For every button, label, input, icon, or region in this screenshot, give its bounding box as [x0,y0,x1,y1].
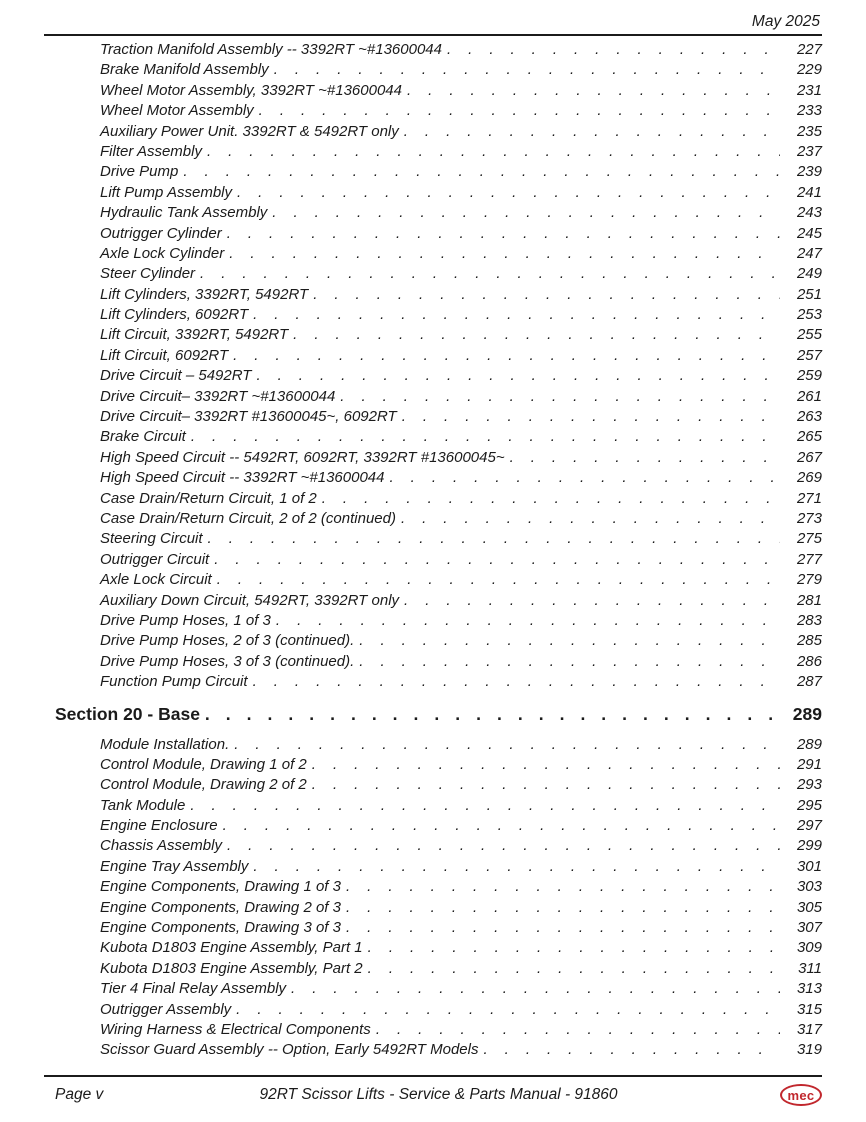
toc-entry-page: 227 [796,41,822,58]
dot-leader [312,776,780,793]
toc-entry [100,612,822,632]
toc-entry-title: High Speed Circuit -- 5492RT, 6092RT, 3392RT #13600045~ [100,448,505,466]
toc-entry-title: Auxiliary Down Circuit, 5492RT, 3392RT only [100,591,400,609]
dot-leader [217,571,780,588]
dot-leader [205,704,780,725]
header-rule [44,34,822,36]
toc-entry-page: 287 [796,673,822,691]
toc-entry-page: 245 [796,224,822,242]
toc-entry-title: Lift Cylinders, 3392RT, 5492RT [100,285,309,303]
toc-entry [100,776,822,796]
dot-leader [312,756,780,773]
dot-leader [253,858,780,875]
toc-entry-page: 251 [796,285,822,303]
toc-entry-title: Engine Enclosure [100,817,218,835]
dot-leader [404,123,780,140]
toc-entry [100,41,822,61]
toc-entry-title: Outrigger Assembly [100,1000,232,1018]
toc-entry-page: 319 [796,1041,822,1059]
toc-entry-page: 259 [796,367,822,385]
toc-entry-title: Traction Manifold Assembly -- 3392RT ~#13600044 [100,41,442,58]
dot-leader [359,632,780,649]
dot-leader [253,306,780,323]
toc-entry-title: Wheel Motor Assembly, 3392RT ~#13600044 [100,81,402,99]
toc-entry-title: Wiring Harness & Electrical Components [100,1020,371,1038]
header-date: May 2025 [751,13,820,30]
toc-entry-title: Control Module, Drawing 2 of 2 [100,776,307,794]
toc-entry-title: Chassis Assembly [100,837,222,855]
toc-entry-title: Drive Circuit– 3392RT #13600045~, 6092RT [100,408,397,426]
toc-entry-title: Function Pump Circuit [100,673,248,691]
dot-leader [313,286,780,303]
toc-top-entries [55,41,822,694]
toc-entry-title: Drive Pump [100,163,179,181]
toc-entry-title: Axle Lock Circuit [100,571,212,589]
toc-entry-page: 239 [796,163,822,181]
toc-entry [100,592,822,612]
toc-entry-title: Drive Circuit– 3392RT ~#13600044 [100,387,336,405]
dot-leader [223,817,780,834]
toc-entry-page: 255 [796,326,822,344]
dot-leader [227,225,780,242]
toc-entry-page: 265 [796,428,822,446]
toc-entry [100,326,822,346]
toc-entry-page: 283 [796,611,822,629]
mec-logo [780,1084,822,1106]
dot-leader [200,265,780,282]
toc-entry [100,102,822,122]
toc-entry-title: Auxiliary Power Unit. 3392RT & 5492RT only [100,122,399,140]
dot-leader [407,82,780,99]
toc-entry-page: 273 [796,509,822,527]
toc-entry-title: Brake Circuit [100,428,186,446]
dot-leader [293,326,780,343]
toc-entry [100,82,822,102]
toc-entry [100,980,822,1000]
toc-entry-page: 241 [796,183,822,201]
dot-leader [183,163,780,180]
toc-entry [100,265,822,285]
toc-entry-page: 279 [796,571,822,589]
dot-leader [376,1021,780,1038]
toc-entry [100,286,822,306]
toc-entry-page: 271 [796,489,822,507]
dot-leader [401,510,780,527]
dot-leader [291,980,780,997]
toc-entry [100,797,822,817]
toc-entry-page: 263 [796,408,822,426]
dot-leader [346,878,780,895]
toc-entry-page: 235 [796,122,822,140]
toc-entry-title: High Speed Circuit -- 3392RT ~#13600044 [100,469,385,487]
toc-entry-page: 243 [796,204,822,222]
dot-leader [368,939,780,956]
dot-leader [272,204,780,221]
dot-leader [274,61,780,78]
toc-entry-page: 231 [796,81,822,99]
toc-entry-title: Lift Circuit, 6092RT [100,346,229,364]
toc-entry [100,428,822,448]
toc-entry-title: Outrigger Circuit [100,550,210,568]
toc-entry-title: Case Drain/Return Circuit, 1 of 2 [100,489,317,507]
toc-entry [100,1001,822,1021]
toc-entry-title: Axle Lock Cylinder [100,244,225,262]
toc-entry-title: Engine Components, Drawing 2 of 3 [100,898,341,916]
toc-entry-page: 285 [796,632,822,650]
mec-logo-text: mec [787,1087,815,1103]
dot-leader [510,449,780,466]
toc-entry-page: 315 [796,1000,822,1018]
dot-leader [402,408,780,425]
toc-entry-title: Kubota D1803 Engine Assembly, Part 2 [100,959,363,977]
toc-entry [100,673,822,693]
toc-entry-page: 286 [796,652,822,670]
dot-leader [237,184,780,201]
dot-leader [276,612,780,629]
toc-entry-title: Tank Module [100,796,186,814]
toc-entry-page: 275 [796,530,822,548]
toc-entry [100,367,822,387]
toc-entry-page: 303 [796,878,822,896]
toc-entry-title: Engine Components, Drawing 3 of 3 [100,919,341,937]
toc-entry-page: 261 [796,387,822,405]
toc-entry-page: 277 [796,550,822,568]
dot-leader [208,530,780,547]
toc-entry [100,225,822,245]
toc-entry-page: 249 [796,265,822,283]
toc-entry-page: 305 [796,898,822,916]
toc-entry [100,756,822,776]
footer-row [44,1084,822,1106]
toc-entry [100,408,822,428]
dot-leader [346,919,780,936]
toc-entry [100,632,822,652]
toc-entry-title: Lift Cylinders, 6092RT [100,306,249,324]
dot-leader [233,347,780,364]
toc-entry [100,736,822,756]
dot-leader [207,143,780,160]
toc-entry-page: 229 [796,61,822,79]
footer-manual-title: 92RT Scissor Lifts - Service & Parts Manual - 91860 [259,1086,618,1103]
toc-entry [100,878,822,898]
toc-entry-page: 281 [796,591,822,609]
toc-entry [100,490,822,510]
section-page: 289 [792,703,822,724]
toc-entry-title: Steering Circuit [100,530,203,548]
toc-entry-title: Filter Assembly [100,142,202,160]
toc-entry-title: Wheel Motor Assembly [100,102,254,120]
dot-leader [256,367,780,384]
dot-leader [447,41,780,58]
toc-entry-page: 247 [796,244,822,262]
dot-leader [404,592,780,609]
toc-entry-title: Kubota D1803 Engine Assembly, Part 1 [100,939,363,957]
toc-entry [100,306,822,326]
footer-page-label: Page v [55,1086,104,1103]
toc-entry-page: 301 [796,857,822,875]
toc-entry [100,184,822,204]
toc-entry-title: Drive Pump Hoses, 1 of 3 [100,611,271,629]
toc-entry-page: 295 [796,796,822,814]
toc-entry [100,858,822,878]
toc-entry-page: 269 [796,469,822,487]
toc-entry [100,163,822,183]
toc-entry [100,449,822,469]
dot-leader [236,1001,780,1018]
page-footer [44,1075,822,1106]
dot-leader [346,899,780,916]
dot-leader [214,551,780,568]
toc-entry [100,123,822,143]
toc-entry-page: 267 [796,448,822,466]
toc-entry [100,510,822,530]
toc-entry-page: 297 [796,817,822,835]
footer-logo-area [672,1084,822,1106]
toc-entry-title: Steer Cylinder [100,265,196,283]
toc-entry [100,551,822,571]
dot-leader [368,960,780,977]
section-title: Section 20 - Base [55,703,200,724]
toc-entry [100,919,822,939]
toc-entry [100,530,822,550]
toc-entry [100,388,822,408]
toc-entry-title: Lift Pump Assembly [100,183,232,201]
dot-leader [390,469,781,486]
toc-entry [100,1021,822,1041]
toc-entry-page: 289 [796,735,822,753]
dot-leader [340,388,780,405]
dot-leader [322,490,780,507]
toc-entry-page: 299 [796,837,822,855]
toc-entry [100,1041,822,1061]
toc-entry-page: 313 [796,980,822,998]
dot-leader [253,673,780,690]
toc-entry [100,899,822,919]
toc-entry-title: Scissor Guard Assembly -- Option, Early 5492RT Models [100,1041,479,1059]
table-of-contents [44,41,822,1062]
toc-entry-title: Control Module, Drawing 1 of 2 [100,755,307,773]
toc-entry [100,245,822,265]
toc-entry-page: 307 [796,919,822,937]
dot-leader [227,837,780,854]
toc-entry-title: Drive Circuit – 5492RT [100,367,252,385]
toc-entry [100,837,822,857]
toc-entry-title: Drive Pump Hoses, 3 of 3 (continued). [100,652,355,670]
toc-entry-page: 257 [796,346,822,364]
toc-entry-title: Outrigger Cylinder [100,224,222,242]
toc-entry [100,653,822,673]
toc-entry-page: 311 [798,959,822,977]
dot-leader [359,653,780,670]
toc-entry-title: Tier 4 Final Relay Assembly [100,980,287,998]
toc-entry-page: 291 [796,755,822,773]
dot-leader [234,736,780,753]
toc-entry [100,204,822,224]
dot-leader [483,1041,780,1058]
toc-entry-page: 317 [796,1020,822,1038]
dot-leader [191,428,780,445]
toc-section-header [55,704,822,729]
toc-entry-title: Engine Components, Drawing 1 of 3 [100,878,341,896]
toc-entry [100,939,822,959]
dot-leader [229,245,780,262]
toc-entry [100,817,822,837]
toc-entry-page: 253 [796,306,822,324]
toc-entry [100,960,822,980]
toc-entry-title: Module Installation. [100,735,230,753]
toc-entry-title: Case Drain/Return Circuit, 2 of 2 (continued) [100,509,396,527]
toc-entry [100,571,822,591]
toc-entry [100,347,822,367]
toc-entry-title: Drive Pump Hoses, 2 of 3 (continued). [100,632,355,650]
toc-entry [100,469,822,489]
toc-entry-title: Hydraulic Tank Assembly [100,204,268,222]
toc-entry-page: 237 [796,142,822,160]
toc-section-entries [55,736,822,1062]
toc-entry-title: Engine Tray Assembly [100,857,249,875]
footer-rule [44,1075,822,1077]
toc-entry-page: 309 [796,939,822,957]
toc-entry-page: 233 [796,102,822,120]
toc-entry-page: 293 [796,776,822,794]
dot-leader [259,102,780,119]
toc-entry-title: Brake Manifold Assembly [100,61,269,79]
dot-leader [190,797,780,814]
toc-entry [100,61,822,81]
toc-entry-title: Lift Circuit, 3392RT, 5492RT [100,326,289,344]
toc-entry [100,143,822,163]
